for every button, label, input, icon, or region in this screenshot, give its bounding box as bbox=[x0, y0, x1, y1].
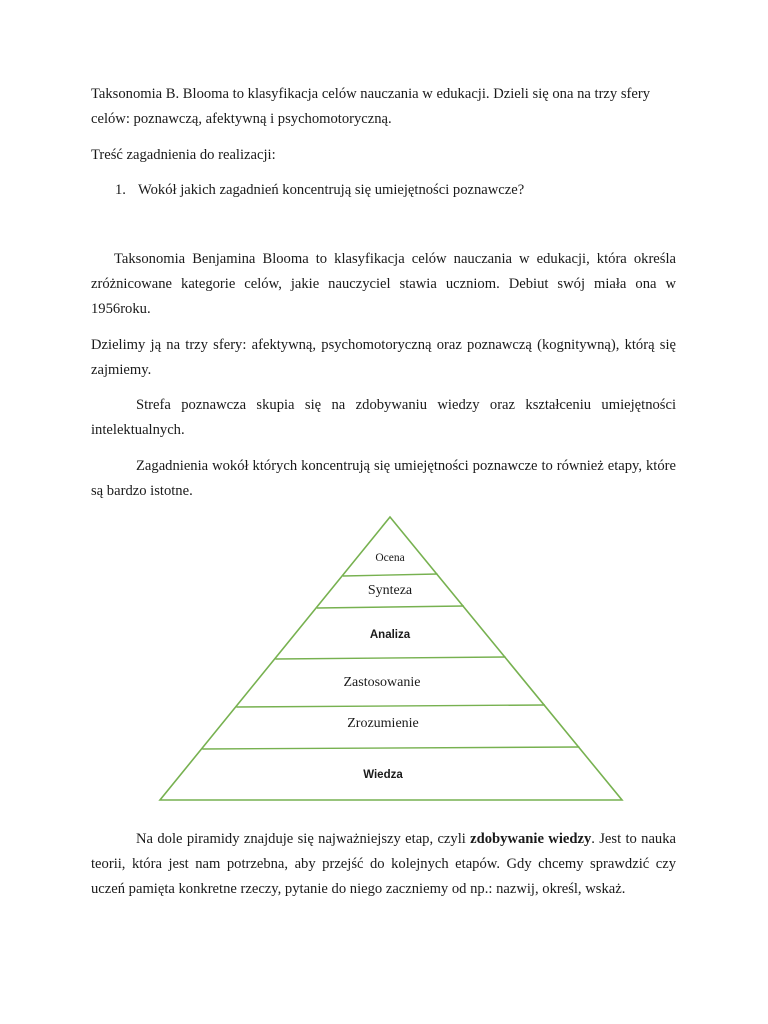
level-label-synteza: Synteza bbox=[367, 583, 413, 598]
paragraph-5-lead: Na dole piramidy znajduje się najważniejszy etap, czyli bbox=[136, 831, 471, 847]
pyramid-divider bbox=[317, 606, 464, 608]
level-label-zastosowanie: Zastosowanie bbox=[343, 675, 421, 690]
pyramid-divider bbox=[202, 747, 579, 749]
pyramid-divider bbox=[236, 705, 545, 707]
level-label-analiza: Analiza bbox=[369, 629, 411, 641]
intro-line-2: celów: poznawczą, afektywną i psychomotoryczną. bbox=[91, 111, 392, 127]
paragraph-1: Taksonomia Benjamina Blooma to klasyfikacja celów nauczania w edukacji, która określa zróżnicowane kategorie celów, jakie nauczyciel stawia uczniom. Debiut swój miała ona w 1956roku. bbox=[91, 251, 676, 317]
pyramid-labels bbox=[344, 552, 421, 781]
pyramid-divider bbox=[343, 574, 438, 576]
section-heading: Treść zagadnienia do realizacji: bbox=[91, 147, 276, 163]
paragraph-2: Dzielimy ją na trzy sfery: afektywną, psychomotoryczną oraz poznawczą (kognitywną), którą się zajmiemy. bbox=[91, 337, 676, 378]
list-number: 1. bbox=[115, 182, 126, 198]
paragraph-4: Zagadnienia wokół których koncentrują się umiejętności poznawcze to również etapy, które są bardzo istotne. bbox=[91, 458, 676, 499]
level-label-ocena: Ocena bbox=[375, 552, 405, 564]
pyramid-divider bbox=[275, 657, 505, 659]
paragraph-3: Strefa poznawcza skupia się na zdobywaniu wiedzy oraz kształceniu umiejętności intelektualnych. bbox=[91, 397, 676, 438]
level-label-zrozumienie: Zrozumienie bbox=[347, 716, 419, 731]
level-label-wiedza: Wiedza bbox=[363, 769, 403, 781]
intro-line-1: Taksonomia B. Blooma to klasyfikacja celów nauczania w edukacji. Dzieli się ona na trzy sfery bbox=[91, 86, 651, 102]
paragraph-5 bbox=[91, 827, 676, 902]
paragraph-5-bold: zdobywanie wiedzy bbox=[470, 831, 592, 847]
paragraph-5-rest: . Jest to nauka teorii, która jest nam potrzebna, aby przejść do kolejnych etapów. Gdy chcemy sprawdzić czy uczeń pamięta konkretne rzeczy, pytanie do niego zaczniemy od np.: nazwij, określ, wskaż. bbox=[91, 831, 676, 897]
list-item-text: Wokół jakich zagadnień koncentrują się umiejętności poznawcze? bbox=[138, 182, 525, 198]
